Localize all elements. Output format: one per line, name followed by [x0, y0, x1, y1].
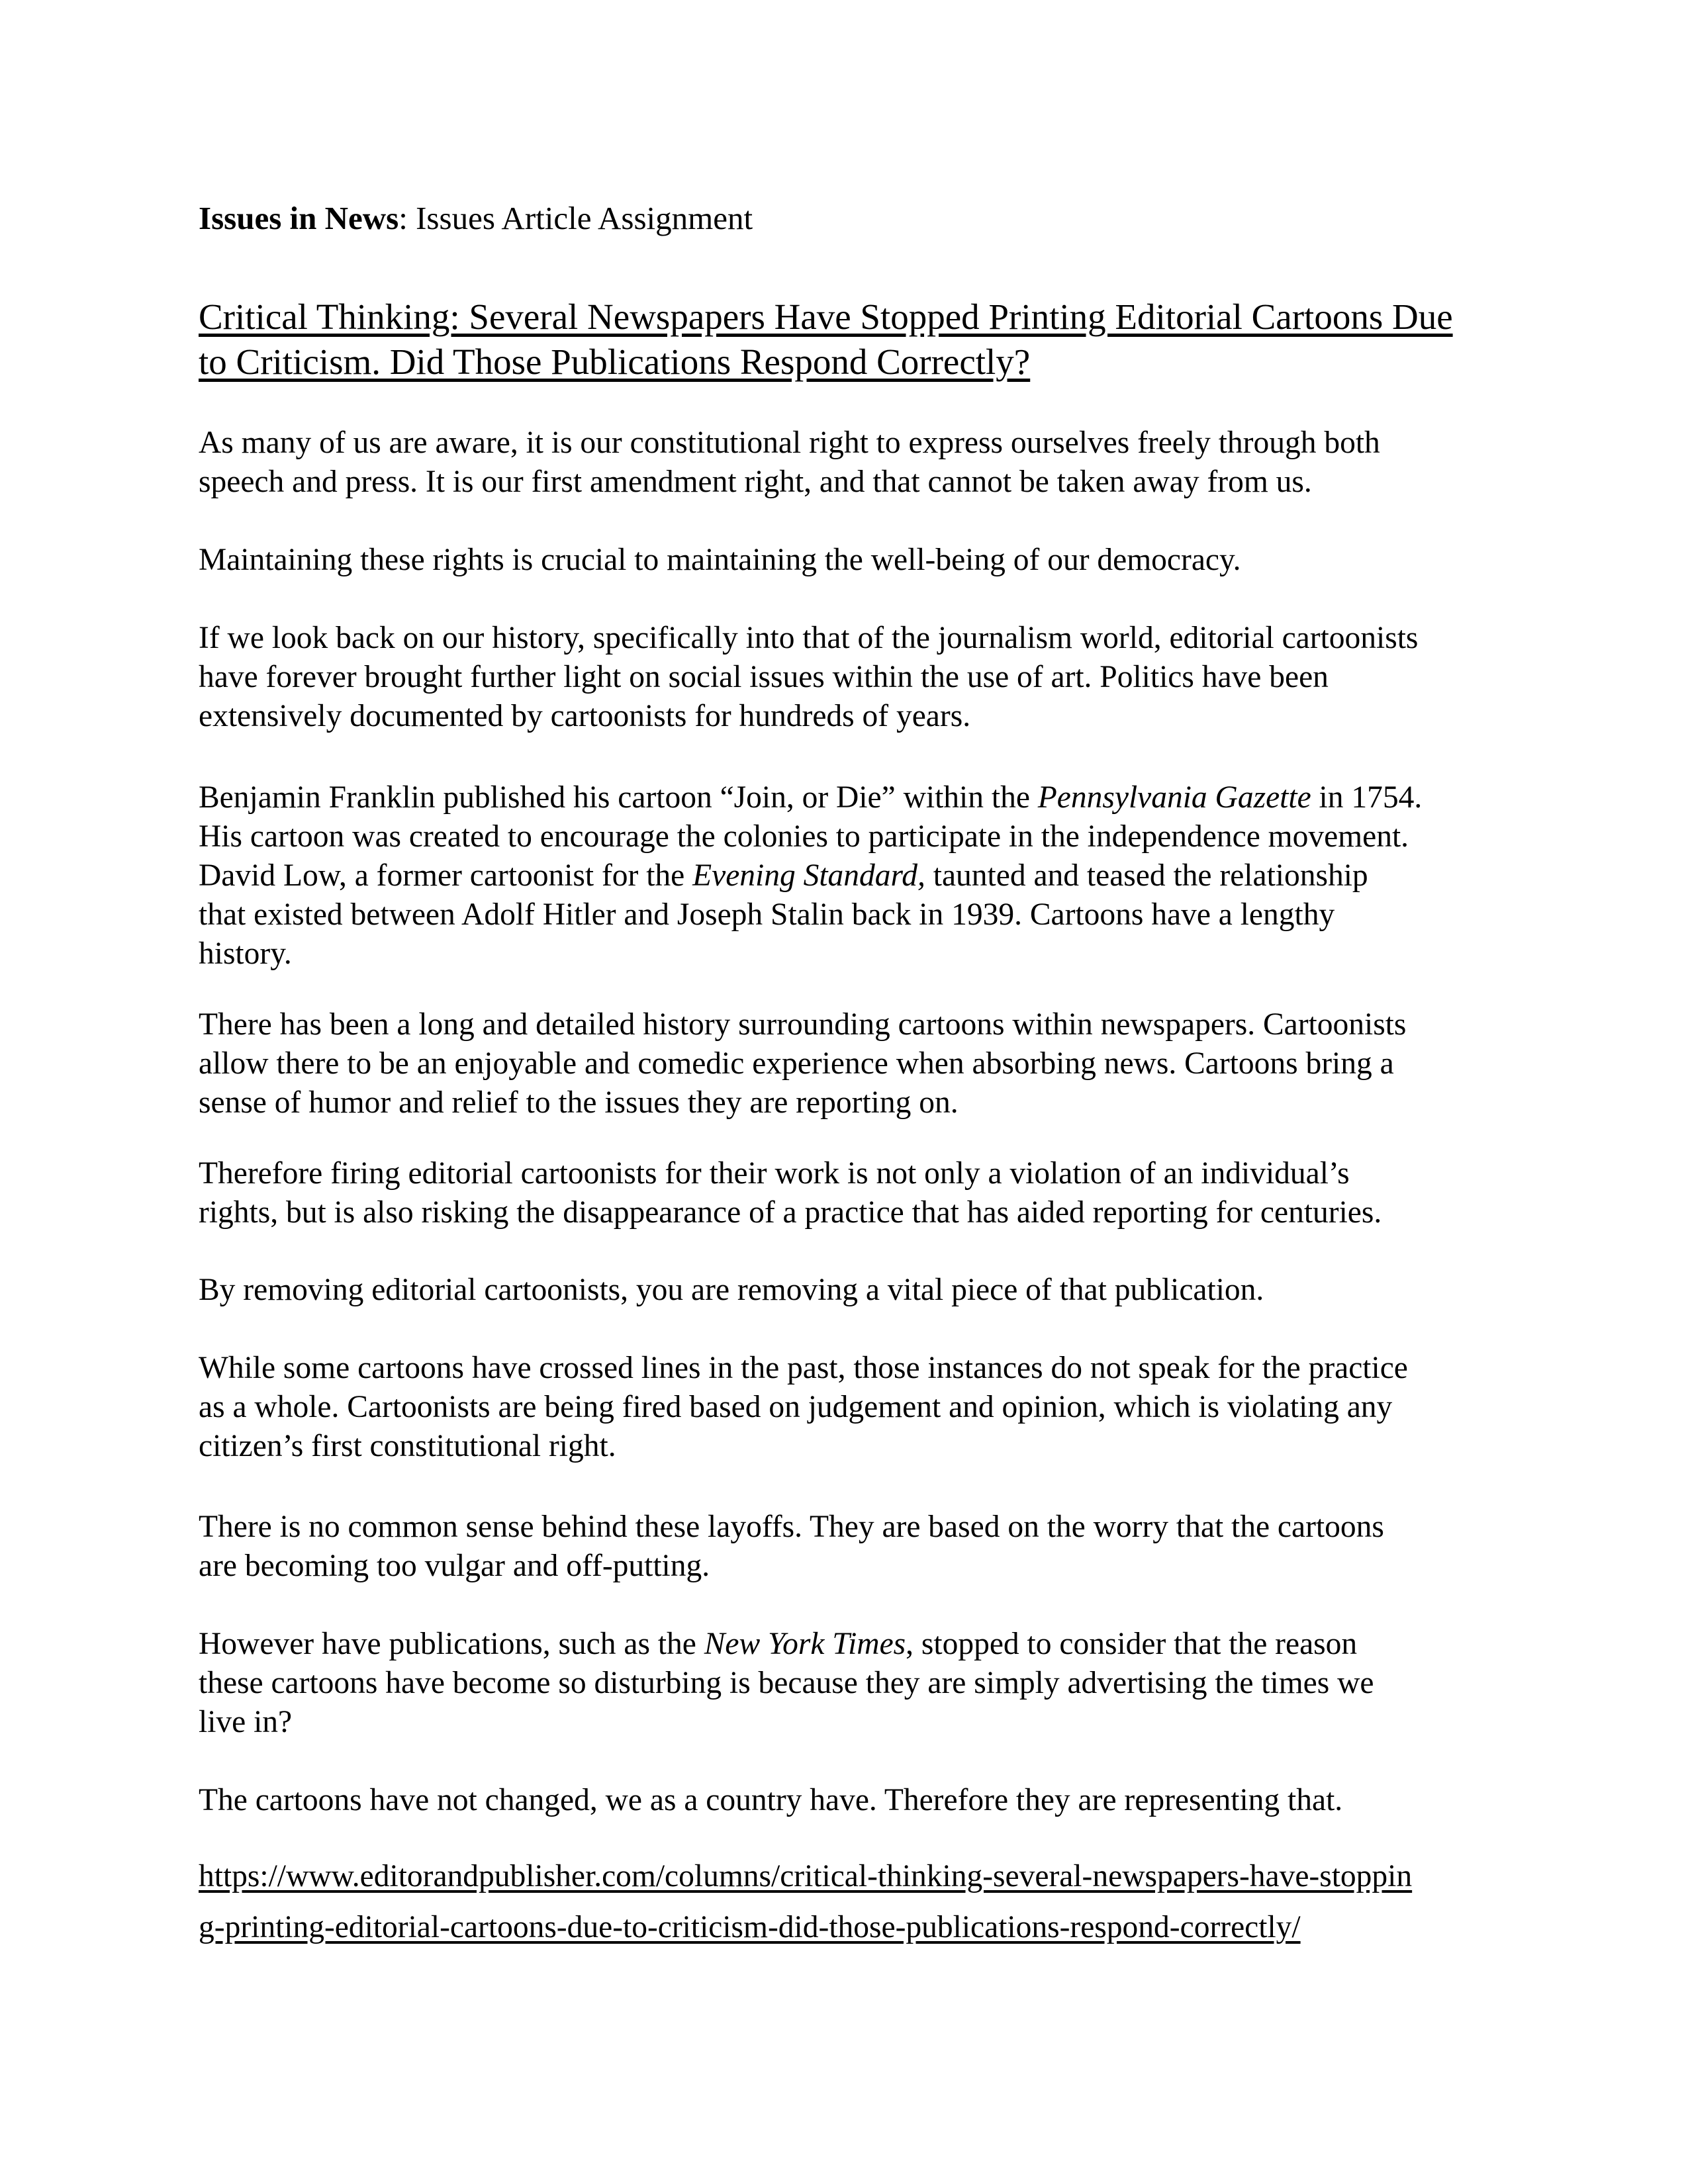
header-separator: : [399, 200, 416, 236]
text-run: speech and press. It is our first amendment right, and that cannot be taken away from us. [199, 465, 1312, 499]
text-run: There has been a long and detailed history surrounding cartoons within newspapers. Cartoonists [199, 1007, 1407, 1042]
article-title-line-2: to Criticism. Did Those Publications Respond Correctly? [199, 341, 1031, 382]
paragraph-8-line-1 [199, 1352, 1408, 1384]
text-run: As many of us are aware, it is our constitutional right to express ourselves freely through both [199, 426, 1380, 460]
text-run: that existed between Adolf Hitler and Joseph Stalin back in 1939. Cartoons have a lengthy [199, 897, 1335, 932]
paragraph-3-line-2 [199, 661, 1329, 693]
paragraph-5-line-1 [199, 1009, 1406, 1040]
text-run: extensively documented by cartoonists for hundreds of years. [199, 699, 971, 733]
text-run: these cartoons have become so disturbing is because they are simply advertising the times we [199, 1666, 1374, 1700]
paragraph-6-line-2 [199, 1197, 1382, 1228]
text-run: If we look back on our history, specifically into that of the journalism world, editorial cartoonists [199, 621, 1419, 655]
source-link-line-2[interactable]: g-printing-editorial-cartoons-due-to-criticism-did-those-publications-respond-correctly/ [199, 1910, 1301, 1944]
paragraph-1-line-1 [199, 427, 1380, 459]
paragraph-4-line-1 [199, 782, 1422, 813]
text-run: citizen’s first constitutional right. [199, 1429, 616, 1463]
text-run: live in? [199, 1705, 293, 1739]
paragraph-4-line-2 [199, 821, 1409, 852]
italic-publication-name: New York Times [704, 1627, 906, 1661]
paragraph-2-line-1 [199, 544, 1241, 576]
paragraph-10-line-2 [199, 1667, 1374, 1699]
paragraph-8-line-2 [199, 1391, 1392, 1423]
header-course-label: Issues in News [199, 200, 399, 236]
text-run: While some cartoons have crossed lines in the past, those instances do not speak for the practice [199, 1351, 1408, 1385]
paragraph-9-line-2 [199, 1550, 710, 1582]
text-run: However have publications, such as the [199, 1627, 704, 1661]
paragraph-10-line-3 [199, 1706, 292, 1738]
paragraph-3-line-3 [199, 700, 970, 732]
text-run: Therefore firing editorial cartoonists for their work is not only a violation of an individual’s [199, 1156, 1350, 1191]
text-run: are becoming too vulgar and off-putting. [199, 1549, 710, 1583]
text-run: The cartoons have not changed, we as a country have. Therefore they are representing that. [199, 1783, 1343, 1817]
text-run: rights, but is also risking the disappearance of a practice that has aided reporting for centuries. [199, 1195, 1382, 1230]
text-run: in 1754. [1311, 780, 1423, 815]
paragraph-6-line-1 [199, 1158, 1350, 1189]
text-run: David Low, a former cartoonist for the [199, 858, 693, 893]
paragraph-4-line-5 [199, 938, 292, 970]
text-run: taunted and teased the relationship [925, 858, 1368, 893]
paragraph-9-line-1 [199, 1511, 1384, 1543]
text-run: , stopped to consider that the reason [906, 1627, 1358, 1661]
paragraph-8-line-3 [199, 1430, 616, 1462]
text-run: By removing editorial cartoonists, you are removing a vital piece of that publication. [199, 1273, 1264, 1307]
paragraph-4-line-3 [199, 860, 1368, 891]
text-run: history. [199, 936, 292, 971]
text-run: as a whole. Cartoonists are being fired based on judgement and opinion, which is violating any [199, 1390, 1393, 1424]
assignment-header [199, 202, 753, 234]
paragraph-4-line-4 [199, 899, 1335, 931]
italic-publication-name: Pennsylvania Gazette [1037, 780, 1311, 815]
text-run: There is no common sense behind these layoffs. They are based on the worry that the cartoons [199, 1510, 1384, 1544]
header-assignment-name: Issues Article Assignment [416, 200, 753, 236]
paragraph-3-line-1 [199, 622, 1418, 654]
paragraph-7-line-1 [199, 1274, 1264, 1306]
paragraph-5-line-2 [199, 1048, 1394, 1079]
text-run: His cartoon was created to encourage the colonies to participate in the independence movement. [199, 819, 1409, 854]
paragraph-5-line-3 [199, 1087, 959, 1118]
italic-publication-name: Evening Standard, [692, 858, 925, 893]
text-run: allow there to be an enjoyable and comedic experience when absorbing news. Cartoons bring a [199, 1046, 1394, 1081]
text-run: Benjamin Franklin published his cartoon “Join, or Die” within the [199, 780, 1038, 815]
text-run: Maintaining these rights is crucial to maintaining the well-being of our democracy. [199, 543, 1241, 577]
text-run: sense of humor and relief to the issues they are reporting on. [199, 1085, 959, 1120]
source-link-line-1[interactable]: https://www.editorandpublisher.com/columns/critical-thinking-several-newspapers-have-stoppin [199, 1859, 1413, 1893]
paragraph-11-line-1 [199, 1784, 1342, 1816]
article-title-line-1: Critical Thinking: Several Newspapers Have Stopped Printing Editorial Cartoons Due [199, 296, 1453, 337]
paragraph-10-line-1 [199, 1628, 1357, 1660]
paragraph-1-line-2 [199, 466, 1312, 498]
text-run: have forever brought further light on social issues within the use of art. Politics have been [199, 660, 1329, 694]
